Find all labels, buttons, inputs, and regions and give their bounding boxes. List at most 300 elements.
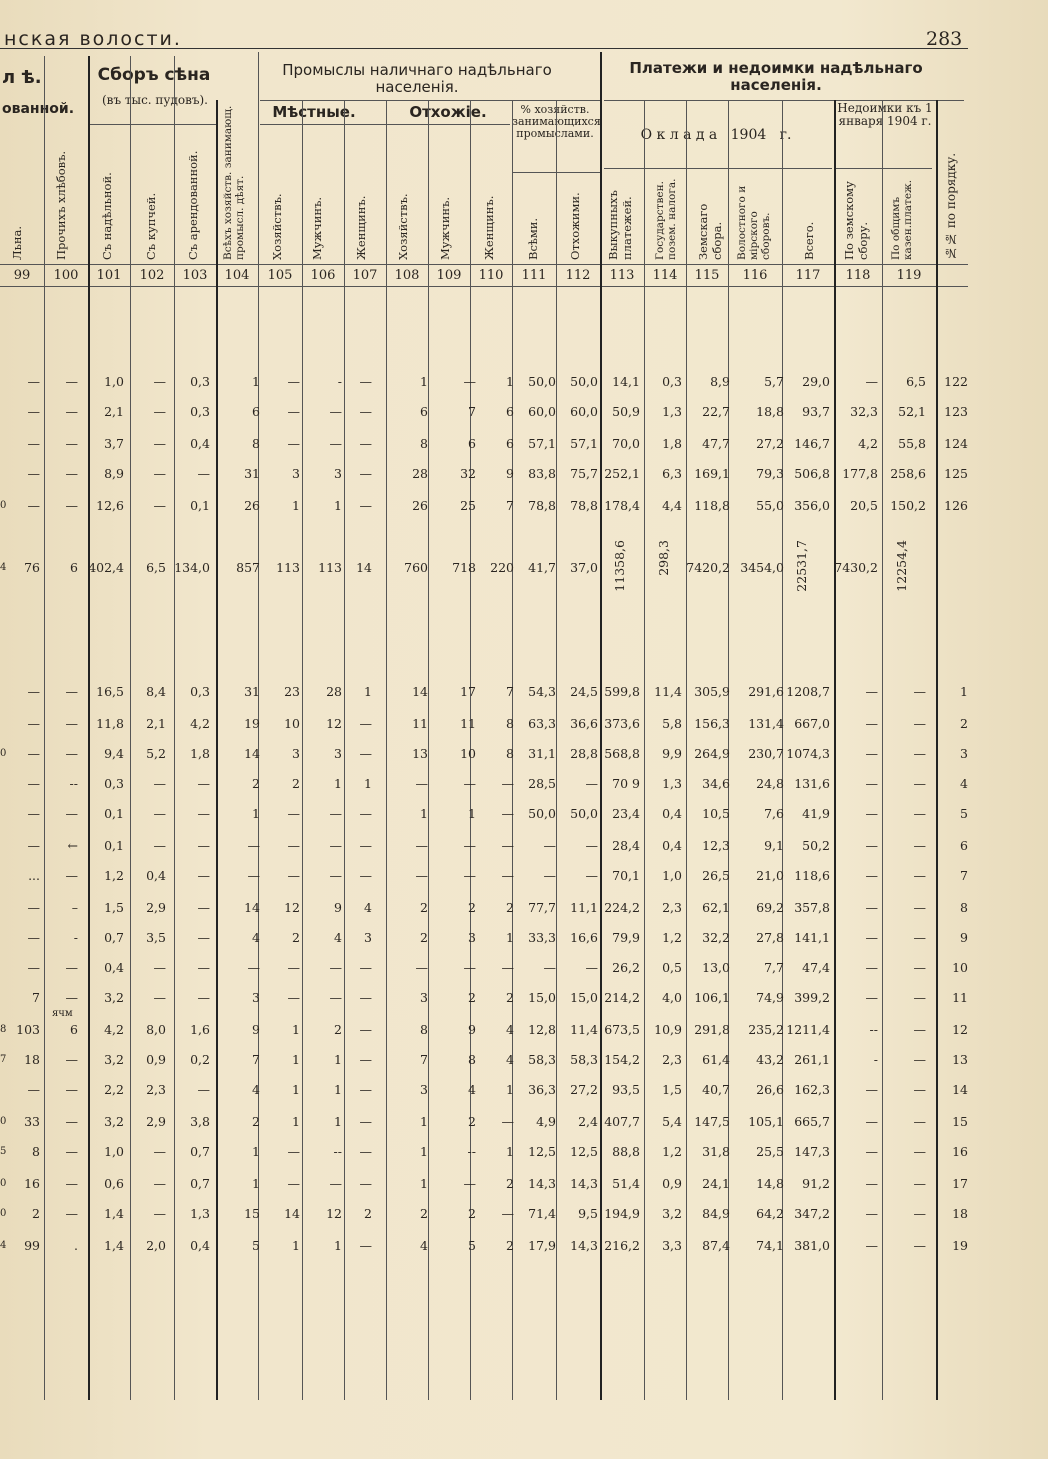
table-row-a-cell: 18,8	[756, 404, 784, 419]
table-row-b-cell: 54,3	[528, 684, 556, 699]
table-row-b-cell: —	[501, 960, 514, 975]
table-row-b-cell: —	[913, 806, 926, 821]
table-row-b-cell: 84,9	[702, 1206, 730, 1221]
table-row-a-cell: —	[463, 374, 476, 389]
column-rule	[216, 100, 218, 1400]
table-row-a-cell: 50,0	[570, 374, 598, 389]
table-row-b-cell: 14,3	[570, 1176, 598, 1191]
table-row-b-cell: 2	[252, 776, 260, 791]
table-row-b-cell: 1	[334, 1052, 342, 1067]
table-row-a-cell: 28	[412, 466, 428, 481]
table-row-b-cell: —	[197, 900, 210, 915]
table-row-b-cell: 2	[506, 900, 514, 915]
table-row-b-cell: 7	[32, 990, 40, 1005]
total-row-cell: 11358,6	[612, 540, 627, 592]
table-row-b-cell: 2	[292, 930, 300, 945]
colhead-107: Женщинъ.	[354, 195, 368, 260]
table-row-b-cell: 17	[952, 1176, 968, 1191]
table-row-b-cell: —	[287, 1144, 300, 1159]
table-row-b-cell: 19	[244, 716, 260, 731]
column-number: 107	[352, 268, 378, 283]
table-row-b-cell: —	[585, 776, 598, 791]
table-row-b-cell: 70 9	[612, 776, 640, 791]
table-row-b-cell: 31,1	[528, 746, 556, 761]
table-row-b-cell: 9	[468, 1022, 476, 1037]
table-row-b-cell: 1,8	[190, 746, 210, 761]
table-row-b-cell: 15	[244, 1206, 260, 1221]
table-row-b-cell: —	[543, 838, 556, 853]
table-row-a-cell: 6	[506, 436, 514, 451]
table-row-a-cell: 356,0	[794, 498, 830, 513]
table-row-b-cell: —	[913, 868, 926, 883]
table-row-a-cell: 55,0	[756, 498, 784, 513]
table-row-a-cell: 32	[460, 466, 476, 481]
margin-mark: 0	[0, 500, 7, 511]
table-row-b-cell: 156,3	[694, 716, 730, 731]
table-row-a-cell: 14,1	[612, 374, 640, 389]
table-row-b-cell: 91,2	[802, 1176, 830, 1191]
table-row-b-cell: 24,8	[756, 776, 784, 791]
table-row-b-cell: 12,3	[702, 838, 730, 853]
table-row-b-cell: —	[913, 1206, 926, 1221]
table-row-b-cell: 0,5	[662, 960, 682, 975]
table-row-b-cell: 19	[952, 1238, 968, 1253]
table-row-a-cell: 27,2	[756, 436, 784, 451]
table-row-b-cell: 27,2	[570, 1082, 598, 1097]
table-row-b-cell: 64,2	[756, 1206, 784, 1221]
table-row-b-cell: -	[873, 1052, 878, 1067]
table-row-b-cell: 12,8	[528, 1022, 556, 1037]
table-row-b-cell: 667,0	[794, 716, 830, 731]
table-row-a-cell: 9	[506, 466, 514, 481]
table-row-b-cell: —	[913, 838, 926, 853]
total-row-cell: 113	[276, 560, 300, 575]
table-row-b-cell: 21,0	[756, 868, 784, 883]
table-row-b-cell: —	[359, 806, 372, 821]
table-row-b-cell: 15,0	[570, 990, 598, 1005]
table-row-b-cell: —	[247, 868, 260, 883]
column-rule	[44, 56, 45, 1400]
top-rule	[0, 48, 968, 49]
table-row-b-cell: —	[359, 1144, 372, 1159]
table-row-b-cell: 5,4	[662, 1114, 682, 1129]
colhead-106: Мужчинъ.	[310, 196, 324, 260]
table-row-b-cell: —	[913, 960, 926, 975]
table-row-a-cell: —	[287, 436, 300, 451]
table-row-a-cell: 6,5	[906, 374, 926, 389]
table-row-a-cell: —	[153, 436, 166, 451]
table-row-a-cell: —	[65, 374, 78, 389]
pct-rule	[512, 172, 602, 173]
table-row-b-cell: 1,3	[190, 1206, 210, 1221]
table-row-b-cell: 1	[292, 1114, 300, 1129]
table-row-b-cell: 10	[460, 746, 476, 761]
table-row-a-cell: 118,8	[694, 498, 730, 513]
table-row-b-cell: 43,2	[756, 1052, 784, 1067]
table-row-b-cell: —	[913, 990, 926, 1005]
table-row-b-cell: 12	[326, 1206, 342, 1221]
table-row-b-cell: —	[153, 1206, 166, 1221]
table-row-a-cell: 78,8	[570, 498, 598, 513]
table-row-b-cell: 2,9	[146, 1114, 166, 1129]
margin-mark: 0	[0, 1208, 7, 1219]
table-row-b-cell: 5	[252, 1238, 260, 1253]
table-row-b-cell: 1,5	[662, 1082, 682, 1097]
table-row-b-cell: 9	[252, 1022, 260, 1037]
table-row-a-cell: -	[337, 374, 342, 389]
table-row-b-cell: —	[543, 960, 556, 975]
table-row-b-cell: 5,2	[146, 746, 166, 761]
table-row-a-cell: 0,1	[190, 498, 210, 513]
table-row-b-cell: 11,8	[96, 716, 124, 731]
table-row-b-cell: —	[415, 868, 428, 883]
table-row-b-cell: 2,4	[578, 1114, 598, 1129]
table-row-b-cell: 12	[284, 900, 300, 915]
column-number: 117	[795, 268, 821, 283]
table-row-b-cell: 7	[420, 1052, 428, 1067]
table-row-b-cell: 1	[292, 1238, 300, 1253]
table-row-b-cell: 1	[506, 930, 514, 945]
table-row-b-cell: 4,9	[536, 1114, 556, 1129]
table-row-b-cell: 9	[960, 930, 968, 945]
table-row-b-cell: —	[913, 746, 926, 761]
table-row-b-cell: —	[287, 1176, 300, 1191]
table-row-b-cell: 106,1	[694, 990, 730, 1005]
table-row-b-cell: 665,7	[794, 1114, 830, 1129]
table-row-a-cell: —	[153, 498, 166, 513]
column-number: 111	[521, 268, 547, 283]
colhead-100: Прочихъ хлѣбовъ.	[54, 150, 68, 260]
table-row-b-cell: 1	[468, 806, 476, 821]
table-row-b-cell: --	[69, 776, 78, 791]
table-row-b-cell: 14	[244, 900, 260, 915]
table-row-a-cell: 6,3	[662, 466, 682, 481]
table-row-b-cell: 14,8	[756, 1176, 784, 1191]
total-row-cell: 760	[404, 560, 428, 575]
table-row-a-cell: 177,8	[842, 466, 878, 481]
table-row-b-cell: 10	[284, 716, 300, 731]
column-number: 106	[310, 268, 336, 283]
table-row-b-cell: 10,9	[654, 1022, 682, 1037]
table-row-b-cell: 11,4	[654, 684, 682, 699]
table-row-b-cell: 28	[326, 684, 342, 699]
table-row-b-cell: —	[463, 868, 476, 883]
margin-mark: 0	[0, 1178, 7, 1189]
table-row-b-cell: 131,6	[794, 776, 830, 791]
total-row-cell: 3454,0	[740, 560, 784, 575]
table-row-b-cell: 0,1	[104, 806, 124, 821]
table-row-b-cell: —	[585, 868, 598, 883]
table-row-b-cell: 3,2	[104, 1114, 124, 1129]
table-row-b-cell: —	[415, 960, 428, 975]
table-row-b-cell: 17,9	[528, 1238, 556, 1253]
table-row-a-cell: 31	[244, 466, 260, 481]
table-row-b-cell: 0,4	[146, 868, 166, 883]
column-number: 108	[394, 268, 420, 283]
table-row-b-cell: —	[65, 1176, 78, 1191]
table-row-b-cell: 33	[24, 1114, 40, 1129]
table-row-b-cell: 2	[420, 900, 428, 915]
total-row-cell: 7420,2	[686, 560, 730, 575]
table-row-b-cell: —	[65, 716, 78, 731]
table-row-b-cell: 264,9	[694, 746, 730, 761]
column-rule	[686, 100, 687, 1400]
table-row-b-cell: 14,3	[528, 1176, 556, 1191]
table-row-b-cell: 1,2	[662, 930, 682, 945]
table-row-b-cell: 261,1	[794, 1052, 830, 1067]
table-row-b-cell: 11,4	[570, 1022, 598, 1037]
table-row-a-cell: —	[359, 466, 372, 481]
table-row-b-cell: 4	[252, 1082, 260, 1097]
table-row-b-cell: —	[463, 1176, 476, 1191]
colhead-105: Хозяйствъ.	[270, 193, 284, 260]
table-row-b-cell: —	[329, 1176, 342, 1191]
table-row-b-cell: 0,4	[662, 838, 682, 853]
table-row-b-cell: —	[197, 776, 210, 791]
table-row-a-cell: 3	[292, 466, 300, 481]
table-row-b-cell: 103	[16, 1022, 40, 1037]
table-row-b-cell: —	[329, 868, 342, 883]
table-row-b-cell: -	[73, 930, 78, 945]
table-row-b-cell: 8,0	[146, 1022, 166, 1037]
table-row-b-cell: 18	[24, 1052, 40, 1067]
colhead-113: Выкупныхъ платежей.	[606, 190, 634, 260]
table-row-b-cell: 15	[952, 1114, 968, 1129]
table-row-b-cell: —	[463, 960, 476, 975]
table-row-a-cell: —	[359, 404, 372, 419]
total-row-cell: 6,5	[146, 560, 166, 575]
table-row-a-cell: —	[287, 404, 300, 419]
table-row-b-cell: 2	[468, 990, 476, 1005]
table-row-a-cell: —	[65, 498, 78, 513]
table-row-b-cell: 34,6	[702, 776, 730, 791]
table-row-b-cell: 1,4	[104, 1206, 124, 1221]
table-row-a-cell: 26	[412, 498, 428, 513]
table-row-b-cell: 1	[420, 806, 428, 821]
table-row-b-cell: 7,6	[764, 806, 784, 821]
table-row-a-cell: 1	[334, 498, 342, 513]
header-promysly: Промыслы наличнаго надѣльнаго населенія.	[282, 61, 552, 96]
table-row-b-cell: 118,6	[794, 868, 830, 883]
column-number: 100	[53, 268, 79, 283]
table-row-b-cell: 291,8	[694, 1022, 730, 1037]
table-row-b-cell: 1	[364, 684, 372, 699]
table-row-b-cell: —	[153, 1144, 166, 1159]
table-row-b-cell: 214,2	[604, 990, 640, 1005]
header-platezhi: Платежи и недоимки надѣльнаго населенія.	[629, 59, 923, 94]
table-row-a-cell: —	[27, 374, 40, 389]
table-row-b-cell: 1211,4	[786, 1022, 830, 1037]
table-row-b-cell: 6	[960, 838, 968, 853]
table-row-b-cell: 599,8	[604, 684, 640, 699]
table-row-b-cell: 0,4	[104, 960, 124, 975]
table-row-b-cell: 2	[252, 1114, 260, 1129]
table-row-b-cell: —	[247, 838, 260, 853]
column-number: 118	[845, 268, 871, 283]
table-row-b-cell: 230,7	[748, 746, 784, 761]
table-row-b-cell: 0,4	[190, 1238, 210, 1253]
table-row-b-cell: —	[913, 1114, 926, 1129]
table-row-a-cell: 20,5	[850, 498, 878, 513]
table-row-b-cell: 14	[952, 1082, 968, 1097]
total-row-cell: 12254,4	[894, 540, 909, 592]
table-row-b-cell: 4	[506, 1022, 514, 1037]
total-row-cell: 76	[24, 560, 40, 575]
table-row-b-cell: —	[287, 838, 300, 853]
table-row-b-cell: —	[65, 684, 78, 699]
table-row-b-cell: 4,2	[190, 716, 210, 731]
table-row-b-cell: —	[585, 960, 598, 975]
table-row-b-cell: 8	[960, 900, 968, 915]
table-row-b-cell: —	[865, 1114, 878, 1129]
table-row-a-cell: 5,7	[764, 374, 784, 389]
table-row-b-cell: 28,5	[528, 776, 556, 791]
table-row-a-cell: 0,4	[190, 436, 210, 451]
table-row-b-cell: 62,1	[702, 900, 730, 915]
table-row-b-cell: —	[501, 1114, 514, 1129]
table-row-b-cell: 4,0	[662, 990, 682, 1005]
table-row-b-cell: —	[27, 746, 40, 761]
table-row-b-cell: 25,5	[756, 1144, 784, 1159]
table-row-b-cell: 1,0	[104, 1144, 124, 1159]
table-row-b-cell: —	[329, 990, 342, 1005]
table-row-b-cell: 3	[420, 990, 428, 1005]
table-row-a-cell: 26	[244, 498, 260, 513]
table-row-b-cell: 9,5	[578, 1206, 598, 1221]
colhead-114: Государствен. позем. налога.	[654, 178, 678, 260]
column-number: 114	[652, 268, 678, 283]
table-row-b-cell: —	[463, 838, 476, 853]
table-row-b-cell: 1	[506, 1082, 514, 1097]
table-row-b-cell: 0,7	[104, 930, 124, 945]
table-row-b-cell: 2,0	[146, 1238, 166, 1253]
table-row-b-cell: 14	[412, 684, 428, 699]
table-row-b-cell: 357,8	[794, 900, 830, 915]
table-row-b-cell: 9,4	[104, 746, 124, 761]
table-row-b-cell: 9,1	[764, 838, 784, 853]
table-row-b-cell: 4	[334, 930, 342, 945]
total-row-cell: 857	[236, 560, 260, 575]
table-row-b-cell: —	[153, 806, 166, 821]
table-row-a-cell: —	[65, 404, 78, 419]
table-row-b-cell: 11	[952, 990, 968, 1005]
table-row-b-cell: 13	[952, 1052, 968, 1067]
colhead-102: Съ купчей.	[144, 192, 158, 260]
table-row-b-cell: —	[865, 1206, 878, 1221]
table-row-b-cell: 24,1	[702, 1176, 730, 1191]
table-row-b-cell: 11	[460, 716, 476, 731]
table-row-a-cell: 0,3	[662, 374, 682, 389]
column-number: 119	[896, 268, 922, 283]
table-row-b-cell: 28,4	[612, 838, 640, 853]
table-row-b-cell: 32,2	[702, 930, 730, 945]
table-row-b-cell: 235,2	[748, 1022, 784, 1037]
table-row-a-cell: 83,8	[528, 466, 556, 481]
table-row-b-cell: 93,5	[612, 1082, 640, 1097]
table-row-b-cell: 3	[468, 930, 476, 945]
table-row-b-cell: —	[197, 1082, 210, 1097]
table-row-b-cell: —	[865, 684, 878, 699]
table-row-a-cell: 122	[944, 374, 968, 389]
table-row-b-cell: 12	[952, 1022, 968, 1037]
table-row-a-cell: 169,1	[694, 466, 730, 481]
table-row-b-cell: 16	[24, 1176, 40, 1191]
table-row-b-cell: —	[329, 960, 342, 975]
table-row-b-cell: —	[197, 806, 210, 821]
table-row-a-cell: 60,0	[528, 404, 556, 419]
table-row-b-cell: —	[359, 1022, 372, 1037]
table-row-b-cell: 2	[292, 776, 300, 791]
table-row-b-cell: 12	[326, 716, 342, 731]
colhead-110: Женщинъ.	[482, 195, 496, 260]
column-number: 101	[96, 268, 122, 283]
table-row-b-cell: 26,2	[612, 960, 640, 975]
column-number: 104	[224, 268, 250, 283]
table-row-b-cell: —	[65, 806, 78, 821]
column-rule	[644, 100, 645, 1400]
table-row-a-cell: 7	[506, 498, 514, 513]
table-row-b-cell: 3,2	[104, 1052, 124, 1067]
table-row-b-cell: 1	[292, 1082, 300, 1097]
table-row-b-cell: —	[913, 1144, 926, 1159]
table-row-b-cell: 1	[960, 684, 968, 699]
column-rule	[600, 52, 602, 1400]
table-row-b-cell: —	[913, 1082, 926, 1097]
table-row-b-cell: 7	[252, 1052, 260, 1067]
table-row-b-cell: 291,6	[748, 684, 784, 699]
table-row-b-cell: 8	[506, 716, 514, 731]
table-row-b-cell: .	[74, 1238, 78, 1253]
total-row-cell: 220	[490, 560, 514, 575]
table-row-b-cell: 147,5	[694, 1114, 730, 1129]
table-row-b-cell: 26,6	[756, 1082, 784, 1097]
table-row-b-cell: —	[865, 990, 878, 1005]
column-rule	[882, 100, 883, 1400]
table-row-b-cell: 12,5	[570, 1144, 598, 1159]
table-row-b-cell: 1	[252, 806, 260, 821]
table-row-b-cell: 105,1	[748, 1114, 784, 1129]
table-row-b-cell: 88,8	[612, 1144, 640, 1159]
table-row-b-cell: 26,5	[702, 868, 730, 883]
table-row-b-cell: —	[27, 900, 40, 915]
table-row-b-cell: 1,2	[104, 868, 124, 883]
table-row-a-cell: —	[27, 466, 40, 481]
colnum-bottom-rule	[0, 286, 968, 287]
table-row-b-cell: 11	[412, 716, 428, 731]
table-row-b-cell: 31,8	[702, 1144, 730, 1159]
table-row-a-cell: 57,1	[528, 436, 556, 451]
yachm-note: ячм	[52, 1008, 73, 1019]
running-head: нская волости.	[4, 28, 182, 50]
table-row-b-cell: —	[865, 1082, 878, 1097]
total-row-cell: 298,3	[656, 540, 671, 576]
header-bottom-rule	[0, 264, 968, 265]
table-row-b-cell: 3,5	[146, 930, 166, 945]
table-row-a-cell: 25	[460, 498, 476, 513]
table-row-b-cell: 4	[420, 1238, 428, 1253]
table-row-b-cell: 0,9	[662, 1176, 682, 1191]
table-row-a-cell: 1,8	[662, 436, 682, 451]
table-row-a-cell: 1,3	[662, 404, 682, 419]
table-row-b-cell: ←	[67, 838, 78, 853]
table-row-a-cell: 75,7	[570, 466, 598, 481]
table-row-a-cell: 1	[420, 374, 428, 389]
table-row-b-cell: —	[65, 1144, 78, 1159]
table-row-b-cell: 16,5	[96, 684, 124, 699]
table-row-a-cell: —	[359, 436, 372, 451]
table-row-b-cell: 194,9	[604, 1206, 640, 1221]
table-row-b-cell: —	[27, 806, 40, 821]
